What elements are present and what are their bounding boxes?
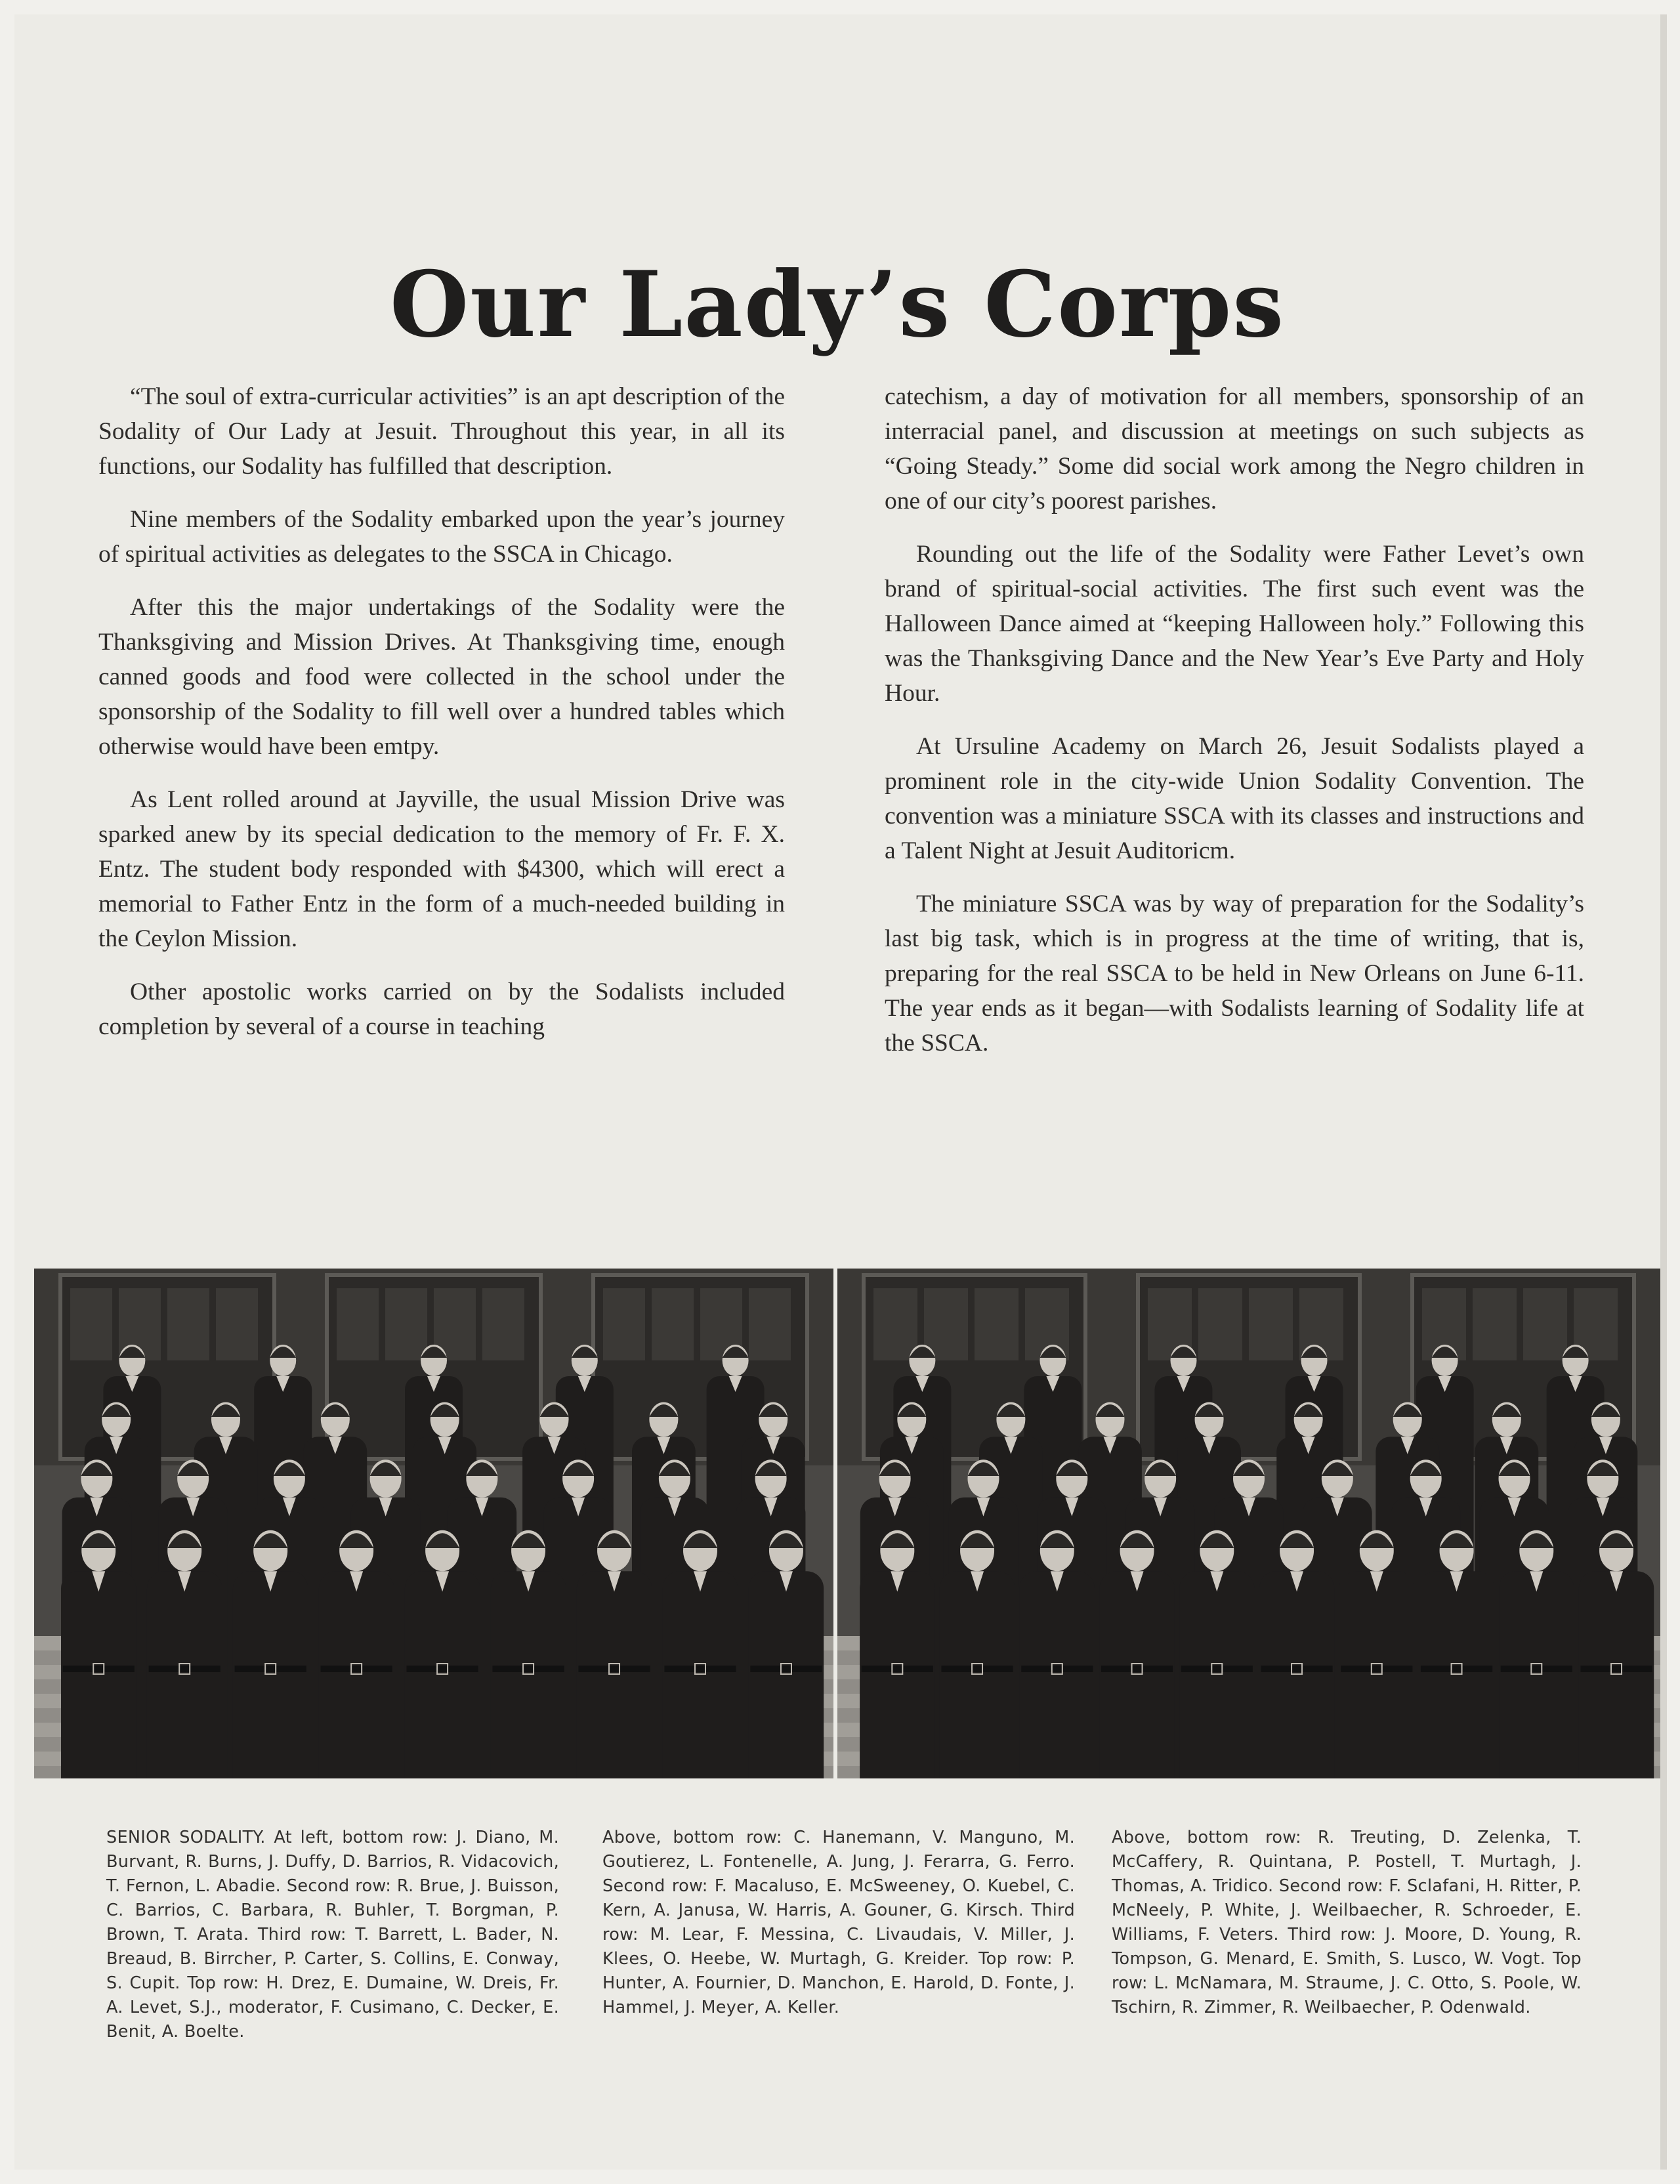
- photo-caption: Above, bottom row: C. Hanemann, V. Manguno, M. Goutierez, L. Fontenelle, A. Jung, J. Ferarra, G. Ferro. Second row: F. Macaluso, E. McSweeney, O. Kuebel, C. Kern, A. Janusa, W. Harris, A. Gouner, G. Kirsch. Third row: M. Lear, F. Messina, C. Livaudais, V. Miller, J. Klees, O. Heebe, W. Murtagh, G. Kreider. Top row: P. Hunter, A. Fournier, D. Manchon, E. Harold, D. Fonte, J. Hammel, J. Meyer, A. Keller.: [602, 1828, 1075, 2017]
- article-right-column: [885, 379, 1584, 1079]
- article-paragraph: “The soul of extra-curricular activities” is an apt description of the Sodality of Our Lady at Jesuit. Throughout this year, in all its functions, our Sodality has fulfilled that description.: [98, 383, 785, 480]
- article-paragraph: At Ursuline Academy on March 26, Jesuit Sodalists played a prominent role in the city-wide Union Sodality Convention. The convention was a miniature SSCA with its classes and instructions and a Talent Night at Jesuit Auditoricm.: [885, 733, 1584, 864]
- yearbook-page: [14, 14, 1667, 2170]
- photo-caption: Above, bottom row: R. Treuting, D. Zelenka, T. McCaffery, R. Quintana, P. Postell, T. Murtagh, J. Thomas, A. Tridico. Second row: F. Sclafani, H. Ritter, P. McNeely, P. White, J. Weilbaecher, R. Schroeder, E. Williams, F. Veters. Third row: J. Moore, D. Young, R. Tompson, G. Menard, E. Smith, S. Lusco, W. Vogt. Top row: L. McNamara, M. Straume, J. C. Otto, S. Poole, W. Tschirn, R. Zimmer, R. Weilbaecher, P. Odenwald.: [1112, 1828, 1582, 2017]
- article-paragraph: Nine members of the Sodality embarked upon the year’s journey of spiritual activities as delegates to the SSCA in Chicago.: [98, 506, 785, 568]
- group-photo-image: [837, 1269, 1660, 1778]
- group-photo-left: [34, 1269, 833, 1778]
- article-left-column: [98, 379, 785, 1062]
- group-photo-right: [837, 1269, 1660, 1778]
- article-paragraph: The miniature SSCA was by way of preparation for the Sodality’s last big task, which is in progress at the time of writing, that is, preparing for the real SSCA to be held in New Orleans on June 6-11. The year ends as it began—with Sodalists learning of Sodality life at the SSCA.: [885, 891, 1584, 1057]
- article-paragraph: After this the major undertakings of the Sodality were the Thanksgiving and Mission Drives. At Thanksgiving time, enough canned goods and food were collected in the school under the sponsorship of the Sodality to fill well over a hundred tables which otherwise would have been emtpy.: [98, 594, 785, 760]
- page-title: Our Lady’s Corps: [389, 251, 1286, 358]
- article-paragraph-continued: catechism, a day of motivation for all members, sponsorship of an interracial panel, and discussion at meetings on such subjects as “Going Steady.” Some did social work among the Negro children in one of our city’s poorest parishes.: [885, 383, 1584, 514]
- photo-caption: SENIOR SODALITY. At left, bottom row: J. Diano, M. Burvant, R. Burns, J. Duffy, D. Barrios, R. Vidacovich, T. Fernon, L. Abadie. Second row: R. Brue, J. Buisson, C. Barrios, C. Barbara, R. Buhler, T. Borgman, P. Brown, T. Arata. Third row: T. Barrett, L. Bader, N. Breaud, B. Birrcher, P. Carter, S. Collins, E. Conway, S. Cupit. Top row: H. Drez, E. Dumaine, W. Dreis, Fr. A. Levet, S.J., moderator, F. Cusimano, C. Decker, E. Benit, A. Boelte.: [106, 1828, 559, 2042]
- article-paragraph: Other apostolic works carried on by the Sodalists included completion by several of a course in teaching: [98, 978, 785, 1040]
- article-paragraph: Rounding out the life of the Sodality were Father Levet’s own brand of spiritual-social activities. The first such event was the Halloween Dance aimed at “keeping Halloween holy.” Following this was the Thanksgiving Dance and the New Year’s Eve Party and Holy Hour.: [885, 541, 1584, 707]
- group-photo-image: [34, 1269, 833, 1778]
- article-paragraph: As Lent rolled around at Jayville, the usual Mission Drive was sparked anew by its special dedication to the memory of Fr. F. X. Entz. The student body responded with $4300, which will erect a memorial to Father Entz in the form of a much-needed building in the Ceylon Mission.: [98, 786, 785, 952]
